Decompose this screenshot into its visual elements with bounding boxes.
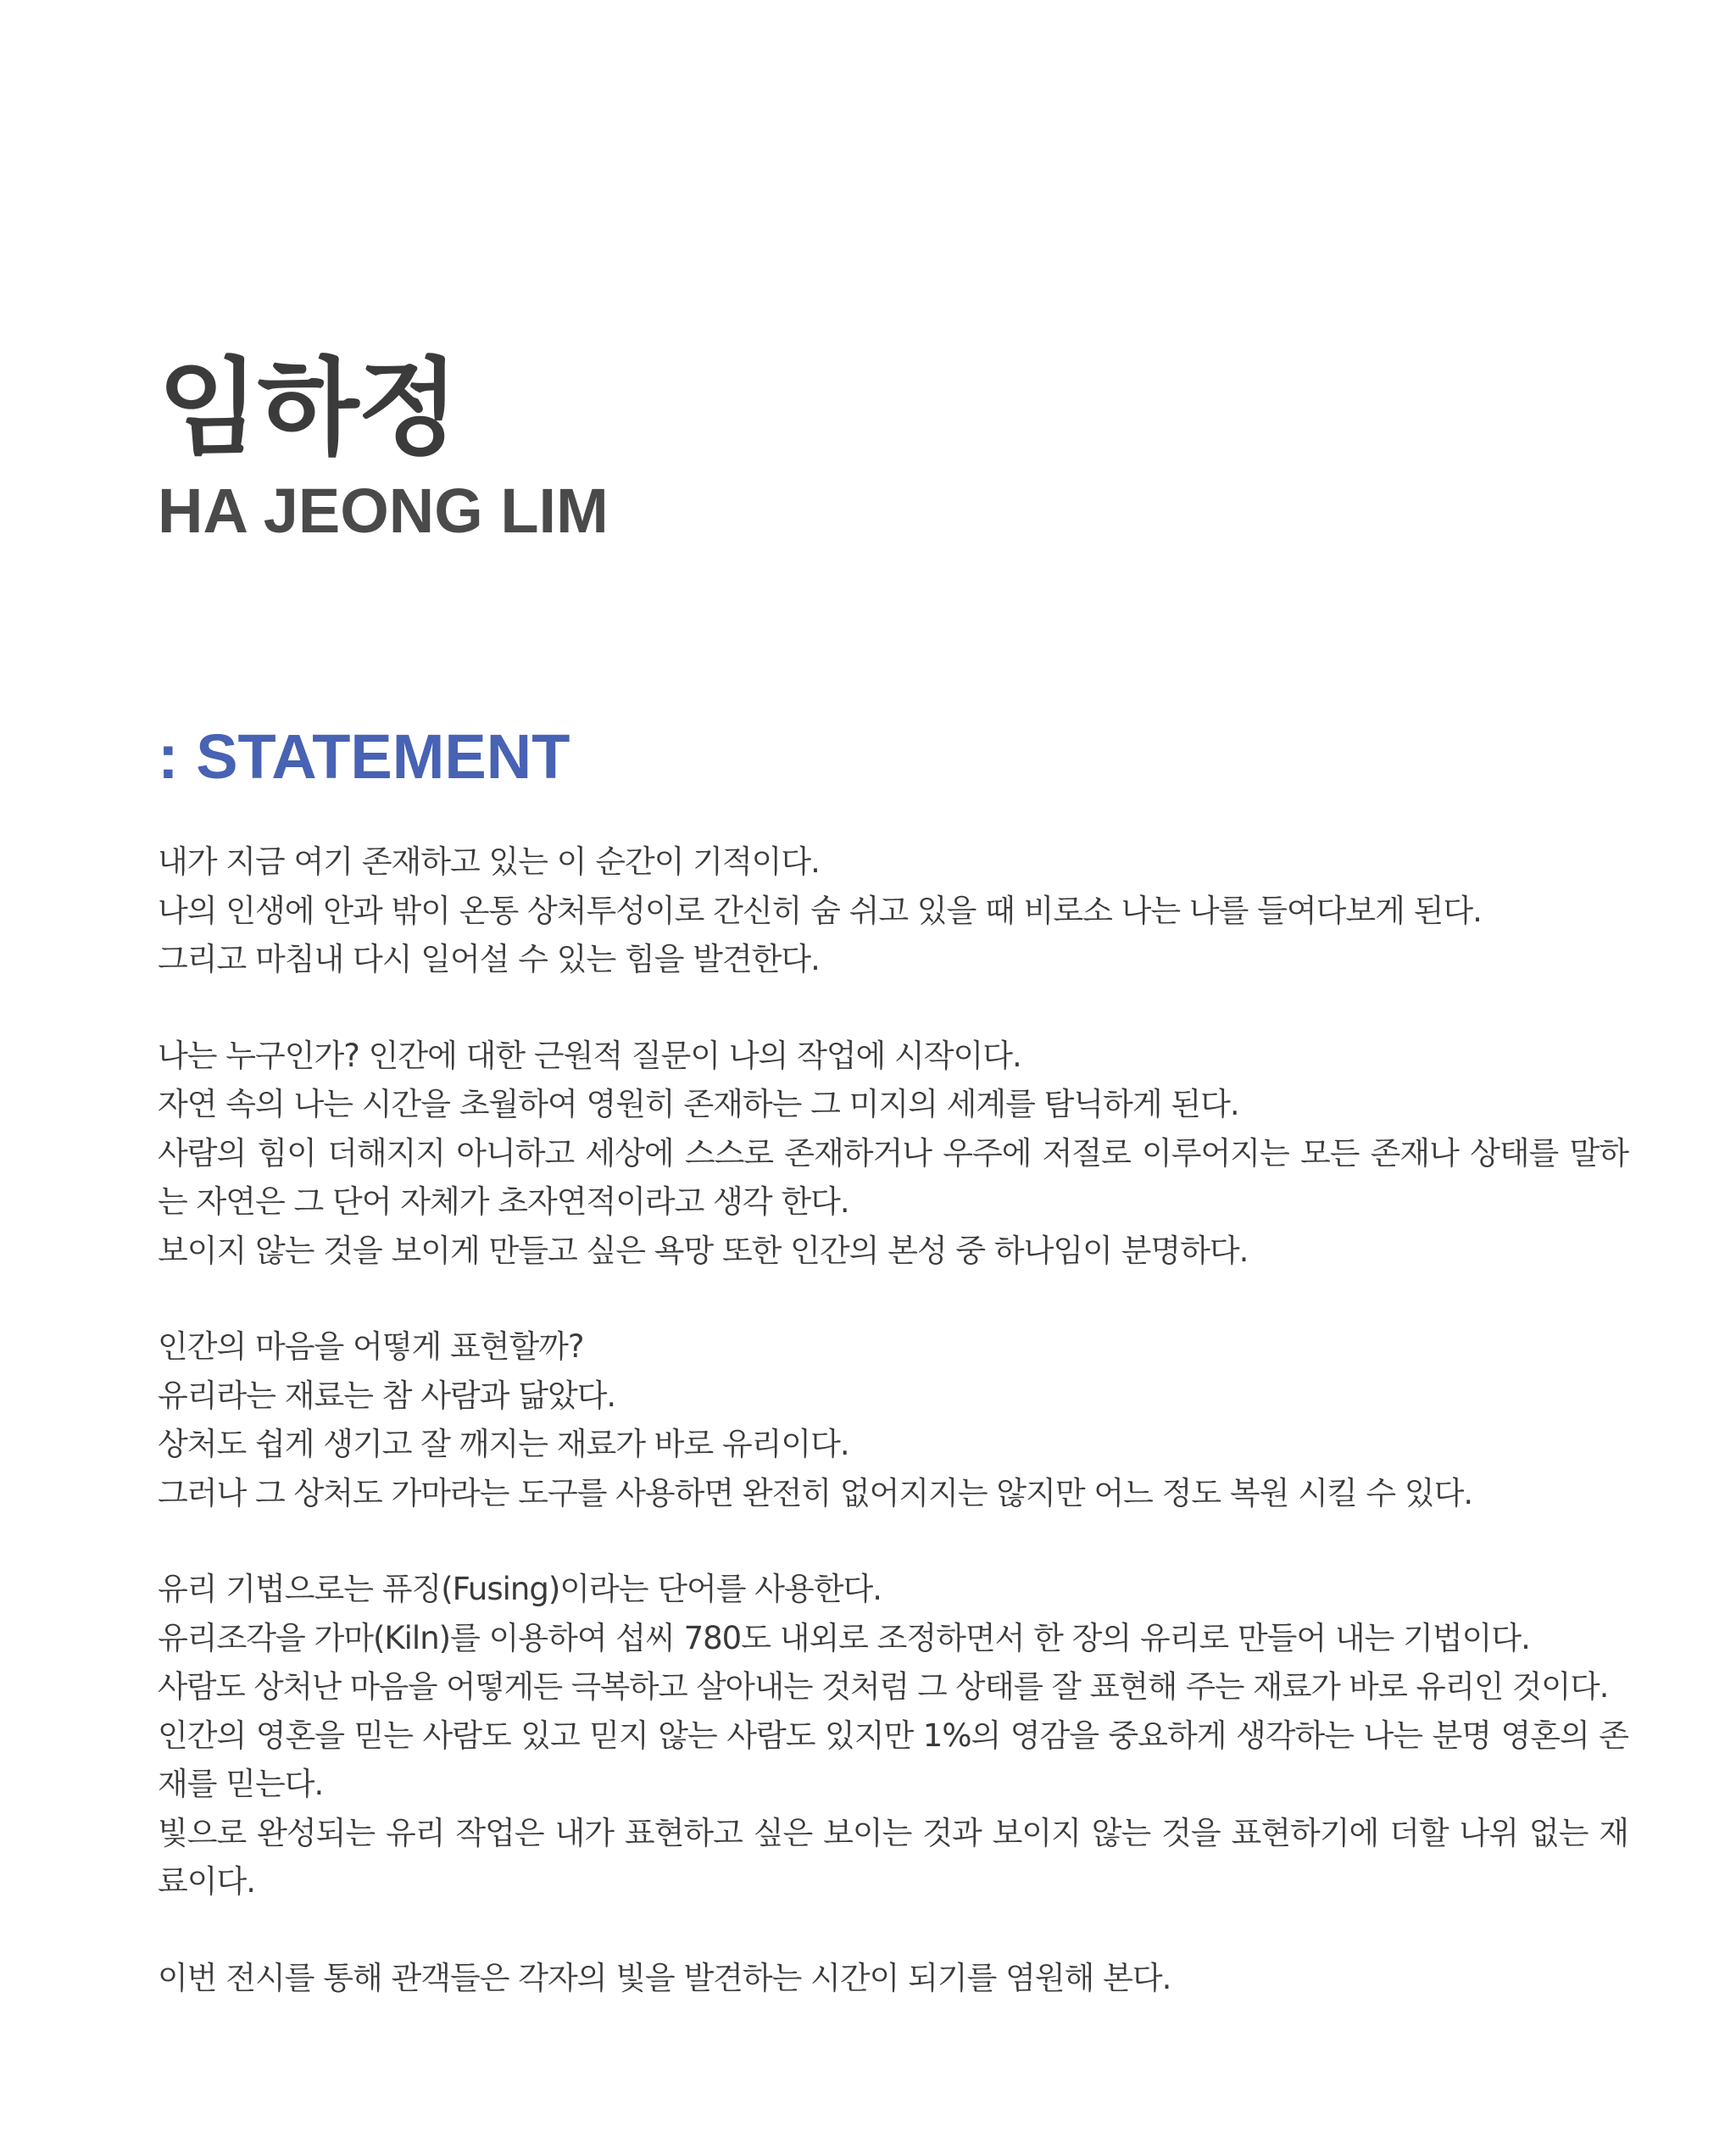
statement-line: 보이지 않는 것을 보이게 만들고 싶은 욕망 또한 인간의 본성 중 하나임이 분명하다.: [158, 1232, 1249, 1269]
statement-line: 사람도 상처난 마음을 어떻게든 극복하고 살아내는 것처럼 그 상태를 잘 표현해 주는 재료가 바로 유리인 것이다.: [158, 1668, 1609, 1705]
statement-body: [158, 838, 1628, 2050]
statement-line: 그리고 마침내 다시 일어설 수 있는 힘을 발견한다.: [158, 941, 820, 977]
statement-line: 그러나 그 상처도 가마라는 도구를 사용하면 완전히 없어지지는 않지만 어느 정도 복원 시킬 수 있다.: [158, 1474, 1473, 1511]
statement-line: 빛으로 완성되는 유리 작업은 내가 표현하고 싶은 보이는 것과 보이지 않는 것을 표현하기에 더할 나위 없는 재료이다.: [158, 1814, 1628, 1900]
statement-line: 유리 기법으로는 퓨징(Fusing)이라는 단어를 사용한다.: [158, 1571, 882, 1607]
statement-line: 나의 인생에 안과 밖이 온통 상처투성이로 간신히 숨 쉬고 있을 때 비로소 나는 나를 들여다보게 된다.: [158, 892, 1482, 929]
statement-paragraph-5: [158, 1954, 1628, 2003]
statement-line: 이번 전시를 통해 관객들은 각자의 빛을 발견하는 시간이 되기를 염원해 본다.: [158, 1959, 1171, 1996]
statement-line: 인간의 영혼을 믿는 사람도 있고 믿지 않는 사람도 있지만 1%의 영감을 중요하게 생각하는 나는 분명 영혼의 존재를 믿는다.: [158, 1717, 1628, 1802]
statement-paragraph-1: [158, 838, 1628, 984]
statement-line: 인간의 마음을 어떻게 표현할까?: [158, 1328, 584, 1365]
artist-name-korean: 임하정: [158, 348, 458, 470]
statement-paragraph-3: [158, 1322, 1628, 1517]
statement-line: 자연 속의 나는 시간을 초월하여 영원히 존재하는 그 미지의 세계를 탐닉하게 된다.: [158, 1086, 1239, 1122]
statement-paragraph-4: [158, 1565, 1628, 1906]
statement-line: 유리조각을 가마(Kiln)를 이용하여 섭씨 780도 내외로 조정하면서 한 장의 유리로 만들어 내는 기법이다.: [158, 1619, 1530, 1656]
statement-line: 내가 지금 여기 존재하고 있는 이 순간이 기적이다.: [158, 843, 820, 880]
statement-line: 나는 누구인가? 인간에 대한 근원적 질문이 나의 작업에 시작이다.: [158, 1037, 1021, 1074]
statement-line: 사람의 힘이 더해지지 아니하고 세상에 스스로 존재하거나 우주에 저절로 이루어지는 모든 존재나 상태를 말하는 자연은 그 단어 자체가 초자연적이라고 생각 한다.: [158, 1134, 1628, 1220]
statement-line: 유리라는 재료는 참 사람과 닮았다.: [158, 1377, 616, 1414]
statement-paragraph-2: [158, 1032, 1628, 1276]
artist-name-english: HA JEONG LIM: [158, 476, 609, 546]
statement-heading: : STATEMENT: [158, 721, 570, 792]
statement-line: 상처도 쉽게 생기고 잘 깨지는 재료가 바로 유리이다.: [158, 1426, 849, 1462]
